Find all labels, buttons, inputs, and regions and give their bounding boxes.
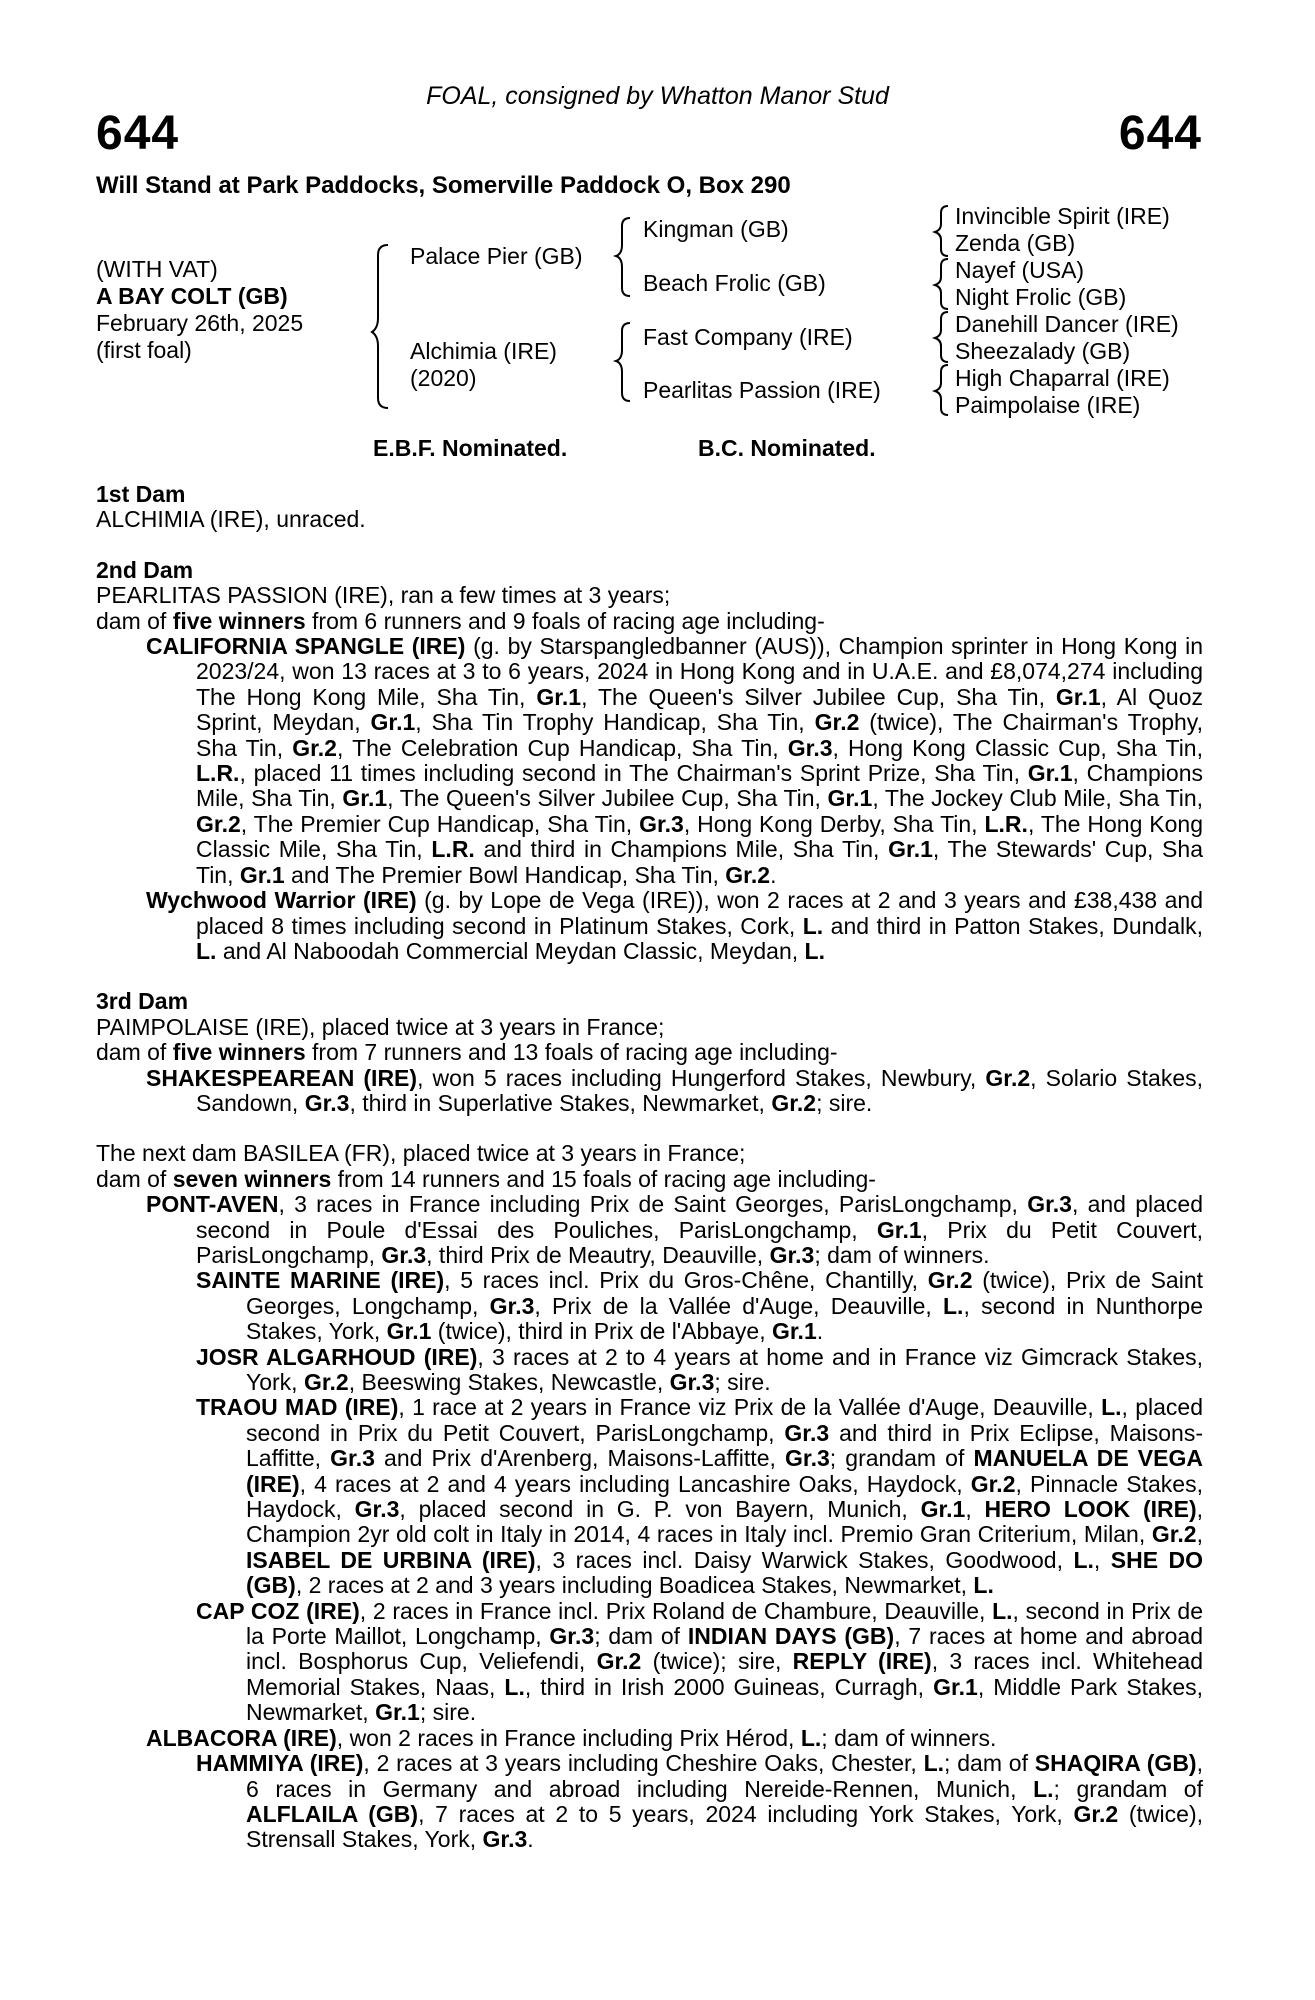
pedigree-gen3-5: Danehill Dancer (IRE): [955, 311, 1179, 337]
produce-entry: SHAKESPEAREAN (IRE), won 5 races including Hungerford Stakes, Newbury, Gr.2, Solario Stakes, Sandown, Gr.3, third in Superlative Stakes, Newmarket, Gr.2; sire.: [146, 1064, 1204, 1116]
pedigree-gen3-7: High Chaparral (IRE): [955, 365, 1170, 391]
pedigree-sire-sire: Kingman (GB): [643, 216, 789, 242]
foal-note: (first foal): [96, 337, 192, 363]
vat-note: (WITH VAT): [96, 256, 218, 282]
consignor-line: FOAL, consigned by Whatton Manor Stud: [426, 82, 889, 110]
pedigree-gen3-2: Zenda (GB): [955, 230, 1076, 256]
produce-record: [96, 482, 1203, 1853]
ebf-nomination: E.B.F. Nominated.: [373, 435, 568, 461]
produce-entry: HAMMIYA (IRE), 2 races at 3 years including Cheshire Oaks, Chester, L.; dam of SHAQIRA (GB), 6 races in Germany and abroad including Nereide-Rennen, Munich, L.; grandam of ALFLAILA (GB), 7 races at 2 to 5 years, 2024 including York Stakes, York, Gr.2 (twice), Strensall Stakes, York, Gr.3.: [196, 1750, 1203, 1853]
pedigree-gen3-8: Paimpolaise (IRE): [955, 392, 1141, 418]
produce-entry: CALIFORNIA SPANGLE (IRE) (g. by Starspangledbanner (AUS)), Champion sprinter in Hong Kong in 2023/24, won 13 races at 3 to 6 years, 2024 in Hong Kong and in U.A.E. and £8,074,274 including The Hong Kong Mile, Sha Tin, Gr.1, The Queen's Silver Jubilee Cup, Sha Tin, Gr.1, Al Quoz Sprint, Meydan, Gr.1, Sha Tin Trophy Handicap, Sha Tin, Gr.2 (twice), The Chairman's Trophy, Sha Tin, Gr.2, The Celebration Cup Handicap, Sha Tin, Gr.3, Hong Kong Classic Cup, Sha Tin, L.R., placed 11 times including second in The Chairman's Sprint Prize, Sha Tin, Gr.1, Champions Mile, Sha Tin, Gr.1, The Queen's Silver Jubilee Cup, Sha Tin, Gr.1, The Jockey Club Mile, Sha Tin, Gr.2, The Premier Cup Handicap, Sha Tin, Gr.3, Hong Kong Derby, Sha Tin, L.R., The Hong Kong Classic Mile, Sha Tin, L.R. and third in Champions Mile, Sha Tin, Gr.1, The Stewards' Cup, Sha Tin, Gr.1 and The Premier Bowl Handicap, Sha Tin, Gr.2.: [146, 633, 1204, 888]
bc-nomination: B.C. Nominated.: [698, 435, 876, 461]
produce-entry: JOSR ALGARHOUD (IRE), 3 races at 2 to 4 years at home and in France viz Gimcrack Stakes, York, Gr.2, Beeswing Stakes, Newcastle, Gr.3; sire.: [196, 1343, 1203, 1395]
first-dam-text: ALCHIMIA (IRE), unraced.: [96, 506, 366, 533]
produce-entry: CAP COZ (IRE), 2 races in France incl. Prix Roland de Chambure, Deauville, L., second in Prix de la Porte Maillot, Longchamp, Gr.3; dam of INDIAN DAYS (GB), 7 races at home and abroad incl. Bosphorus Cup, Veliefendi, Gr.2 (twice); sire, REPLY (IRE), 3 races incl. Whitehead Memorial Stakes, Naas, L., third in Irish 2000 Guineas, Curragh, Gr.1, Middle Park Stakes, Newmarket, Gr.1; sire.: [196, 1597, 1204, 1726]
foaling-date: February 26th, 2025: [96, 310, 304, 336]
produce-entry: SAINTE MARINE (IRE), 5 races incl. Prix du Gros-Chêne, Chantilly, Gr.2 (twice), Prix de Saint Georges, Longchamp, Gr.3, Prix de la Vallée d'Auge, Deauville, L., second in Nunthorpe Stakes, York, Gr.1 (twice), third in Prix de l'Abbaye, Gr.1.: [196, 1267, 1203, 1345]
lot-number-right: 644: [1118, 107, 1202, 160]
pedigree-dam: Alchimia (IRE): [410, 338, 557, 364]
pedigree-sire: Palace Pier (GB): [410, 243, 583, 269]
produce-entry: Wychwood Warrior (IRE) (g. by Lope de Vega (IRE)), won 2 races at 2 and 3 years and £38,438 and placed 8 times including second in Platinum Stakes, Cork, L. and third in Patton Stakes, Dundalk, L. and Al Naboodah Commercial Meydan Classic, Meydan, L.: [146, 887, 1203, 964]
first-dam-heading: 1st Dam: [96, 481, 186, 507]
third-dam-text: PAIMPOLAISE (IRE), placed twice at 3 years in France; dam of five winners from 7 runners and 13 foals of racing age including-: [96, 1013, 838, 1066]
produce-entry: TRAOU MAD (IRE), 1 race at 2 years in France viz Prix de la Vallée d'Auge, Deauville, L., placed second in Prix du Petit Couvert, ParisLongchamp, Gr.3 and third in Prix Eclipse, Maisons-Laffitte, Gr.3 and Prix d'Arenberg, Maisons-Laffitte, Gr.3; grandam of MANUELA DE VEGA (IRE), 4 races at 2 and 4 years including Lancashire Oaks, Haydock, Gr.2, Pinnacle Stakes, Haydock, Gr.3, placed second in G. P. von Bayern, Munich, Gr.1, HERO LOOK (IRE), Champion 2yr old colt in Italy in 2014, 4 races in Italy incl. Premio Gran Criterium, Milan, Gr.2, ISABEL DE URBINA (IRE), 3 races incl. Daisy Warwick Stakes, Goodwood, L., SHE DO (GB), 2 races at 2 and 3 years including Boadicea Stakes, Newmarket, L.: [196, 1394, 1204, 1599]
third-dam-heading: 3rd Dam: [96, 988, 189, 1015]
horse-name: A BAY COLT (GB): [96, 283, 288, 309]
stand-location: Will Stand at Park Paddocks, Somerville Paddock O, Box 290: [96, 172, 791, 199]
next-dam-text: The next dam BASILEA (FR), placed twice at 3 years in France; dam of seven winners from 14 runners and 15 foals of racing age including-: [96, 1140, 876, 1192]
pedigree-sire-dam: Beach Frolic (GB): [643, 270, 826, 296]
second-dam-text: PEARLITAS PASSION (IRE), ran a few times at 3 years; dam of five winners from 6 runners and 9 foals of racing age including-: [96, 582, 825, 634]
pedigree-gen3-1: Invincible Spirit (IRE): [955, 203, 1170, 229]
produce-entry: PONT-AVEN, 3 races in France including Prix de Saint Georges, ParisLongchamp, Gr.3, and placed second in Poule d'Essai des Pouliches, ParisLongchamp, Gr.1, Prix du Petit Couvert, ParisLongchamp, Gr.3, third Prix de Meautry, Deauville, Gr.3; dam of winners.: [146, 1191, 1203, 1268]
pedigree-dam-year: (2020): [410, 365, 477, 391]
produce-entry: ALBACORA (IRE), won 2 races in France including Prix Hérod, L.; dam of winners.: [146, 1724, 997, 1751]
pedigree-gen3-3: Nayef (USA): [955, 257, 1085, 283]
lot-number-left: 644: [96, 107, 180, 160]
pedigree-gen3-4: Night Frolic (GB): [955, 284, 1127, 310]
second-dam-heading: 2nd Dam: [96, 556, 194, 583]
pedigree-gen3-6: Sheezalady (GB): [955, 338, 1131, 364]
pedigree-dam-dam: Pearlitas Passion (IRE): [643, 377, 881, 403]
pedigree-dam-sire: Fast Company (IRE): [643, 324, 853, 350]
